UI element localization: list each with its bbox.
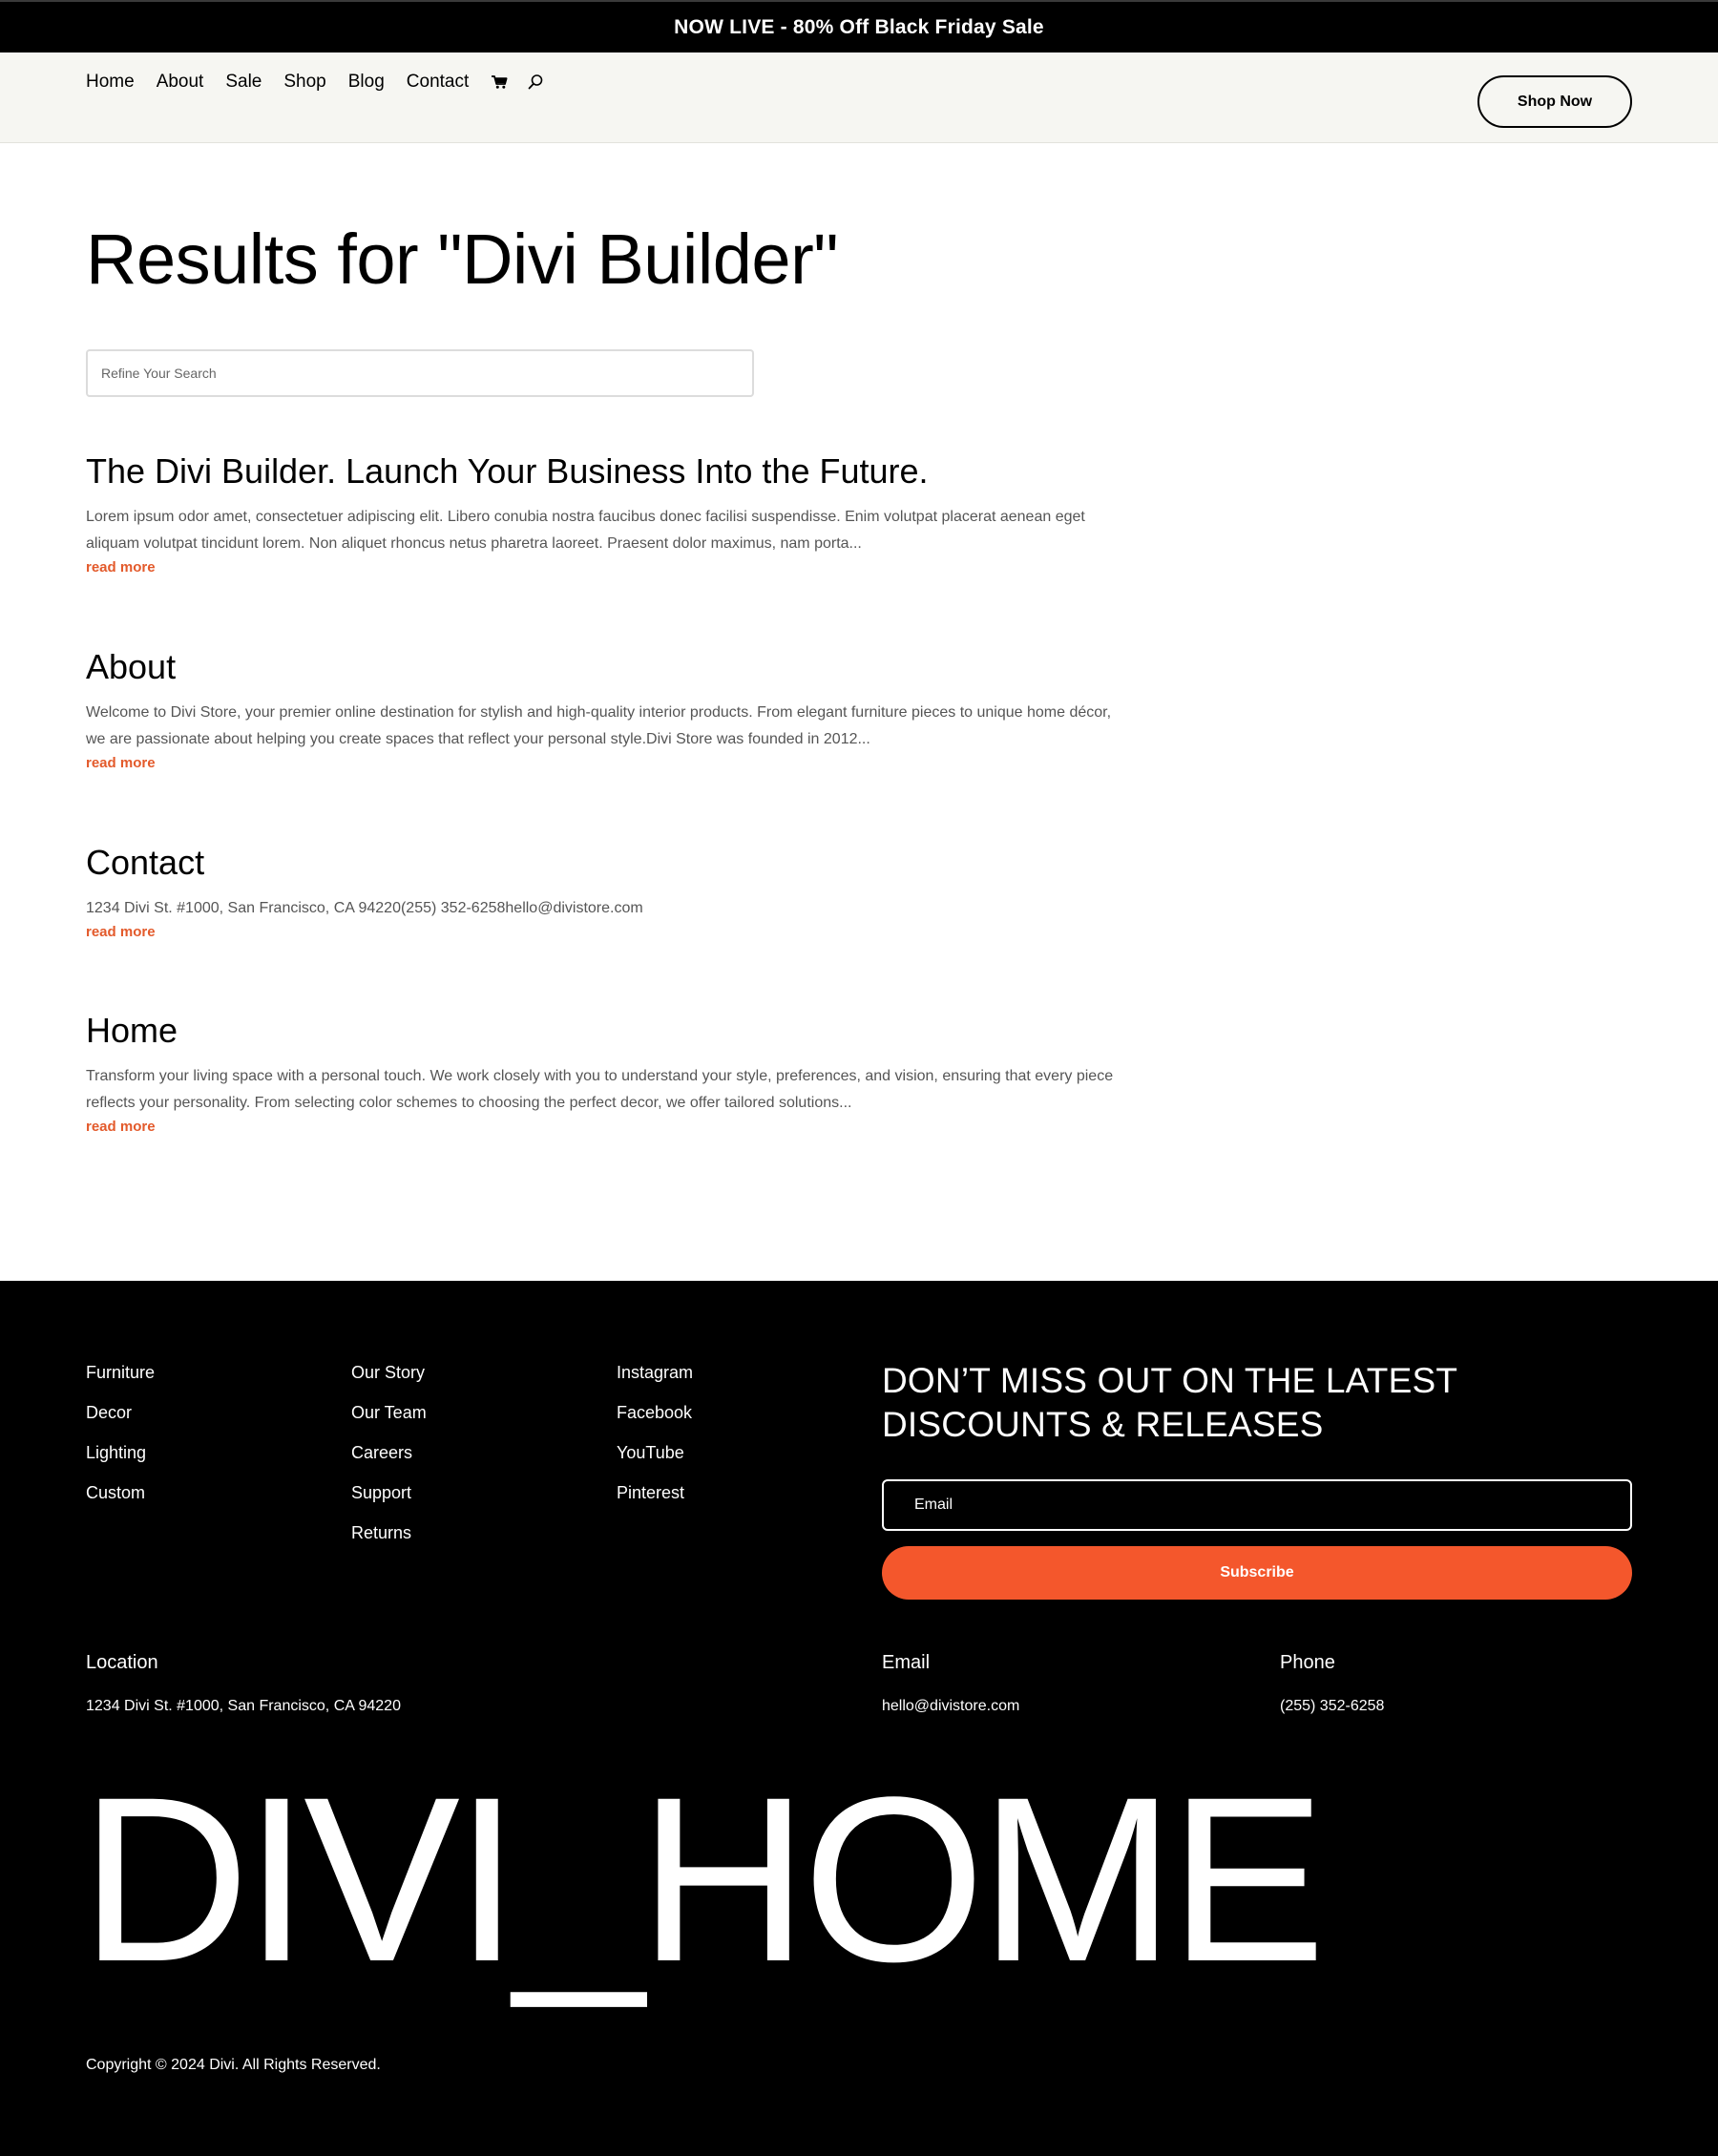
result-title[interactable]: About [86,647,177,686]
copyright-text: Copyright © 2024 Divi. All Rights Reserved. [86,2057,381,2073]
brand-wordmark: DIVI_HOME [80,1748,1321,2011]
result-excerpt: Welcome to Divi Store, your premier online destination for stylish and high-quality interior products. From elegant furniture pieces to unique home décor, we are passionate about helping you create spaces that reflect your personal style.Divi Store was founded in 2012... [86,704,1112,747]
footer-link[interactable]: Furniture [86,1363,156,1382]
footer-link[interactable]: Pinterest [617,1483,685,1502]
phone-label: Phone [1280,1652,1335,1673]
page-title: Results for "Divi Builder" [86,220,838,299]
email-value[interactable]: hello@divistore.com [882,1698,1020,1714]
footer-link[interactable]: Facebook [617,1403,693,1422]
nav-item-home[interactable]: Home [86,72,135,92]
search-result [86,1010,1136,1135]
location-value: 1234 Divi St. #1000, San Francisco, CA 94220 [86,1698,401,1714]
email-label: Email [882,1652,931,1673]
promo-banner [0,0,1718,52]
read-more-link[interactable]: read more [86,559,156,576]
footer-links-products [86,1362,155,1522]
result-title[interactable]: Contact [86,843,205,882]
result-title[interactable]: Home [86,1011,178,1050]
result-excerpt: Transform your living space with a personal touch. We work closely with you to understand your style, preferences, and vision, ensuring that every piece reflects your personality. From selecting color schemes to choosing the perfect decor, we offer tailored solutions... [86,1068,1114,1111]
footer-email [882,1651,1019,1716]
nav-item-sale[interactable]: Sale [225,72,262,92]
search-icon[interactable] [527,73,544,91]
footer-links-social [617,1362,693,1522]
main-nav [86,72,563,93]
footer-link[interactable]: Our Team [351,1403,427,1422]
search-result [86,646,1136,771]
nav-item-shop[interactable]: Shop [283,72,326,92]
read-more-link[interactable]: read more [86,1119,156,1135]
subscribe-button[interactable]: Subscribe [882,1546,1632,1600]
footer-link[interactable]: Careers [351,1443,413,1462]
nav-item-contact[interactable]: Contact [406,72,470,92]
footer-link[interactable]: Lighting [86,1443,147,1462]
newsletter-title: DON’T MISS OUT ON THE LATEST DISCOUNTS & RELEASES [882,1361,1457,1444]
phone-value[interactable]: (255) 352-6258 [1280,1698,1385,1714]
location-label: Location [86,1652,158,1673]
read-more-link[interactable]: read more [86,924,156,940]
site-footer [0,1281,1718,2156]
nav-item-about[interactable]: About [156,72,204,92]
footer-location [86,1651,401,1716]
footer-link[interactable]: Our Story [351,1363,426,1382]
search-result [86,450,1136,576]
footer-link[interactable]: Custom [86,1483,146,1502]
footer-links-company [351,1362,427,1562]
footer-link[interactable]: Support [351,1483,412,1502]
result-excerpt: Lorem ipsum odor amet, consectetuer adipiscing elit. Libero conubia nostra faucibus donec facilisi suspendisse. Enim volutpat placerat aenean eget aliquam volutpat tincidunt lorem. Non aliquet rhoncus netus pharetra laoreet. Praesent dolor maximus, nam porta... [86,509,1085,552]
result-title[interactable]: The Divi Builder. Launch Your Business Into the Future. [86,451,929,491]
footer-link[interactable]: Decor [86,1403,133,1422]
refine-search-input[interactable] [86,349,754,397]
footer-phone [1280,1651,1384,1716]
read-more-link[interactable]: read more [86,755,156,771]
result-excerpt: 1234 Divi St. #1000, San Francisco, CA 94220(255) 352-6258hello@divistore.com [86,900,643,916]
cart-icon[interactable] [491,74,508,90]
footer-link[interactable]: Instagram [617,1363,694,1382]
footer-link[interactable]: YouTube [617,1443,684,1462]
promo-banner-text: NOW LIVE - 80% Off Black Friday Sale [674,15,1044,38]
newsletter-email-input[interactable] [882,1479,1632,1531]
search-result [86,842,1136,940]
footer-link[interactable]: Returns [351,1523,412,1542]
site-header [0,52,1718,143]
shop-now-button[interactable]: Shop Now [1477,75,1632,128]
nav-item-blog[interactable]: Blog [347,72,385,92]
